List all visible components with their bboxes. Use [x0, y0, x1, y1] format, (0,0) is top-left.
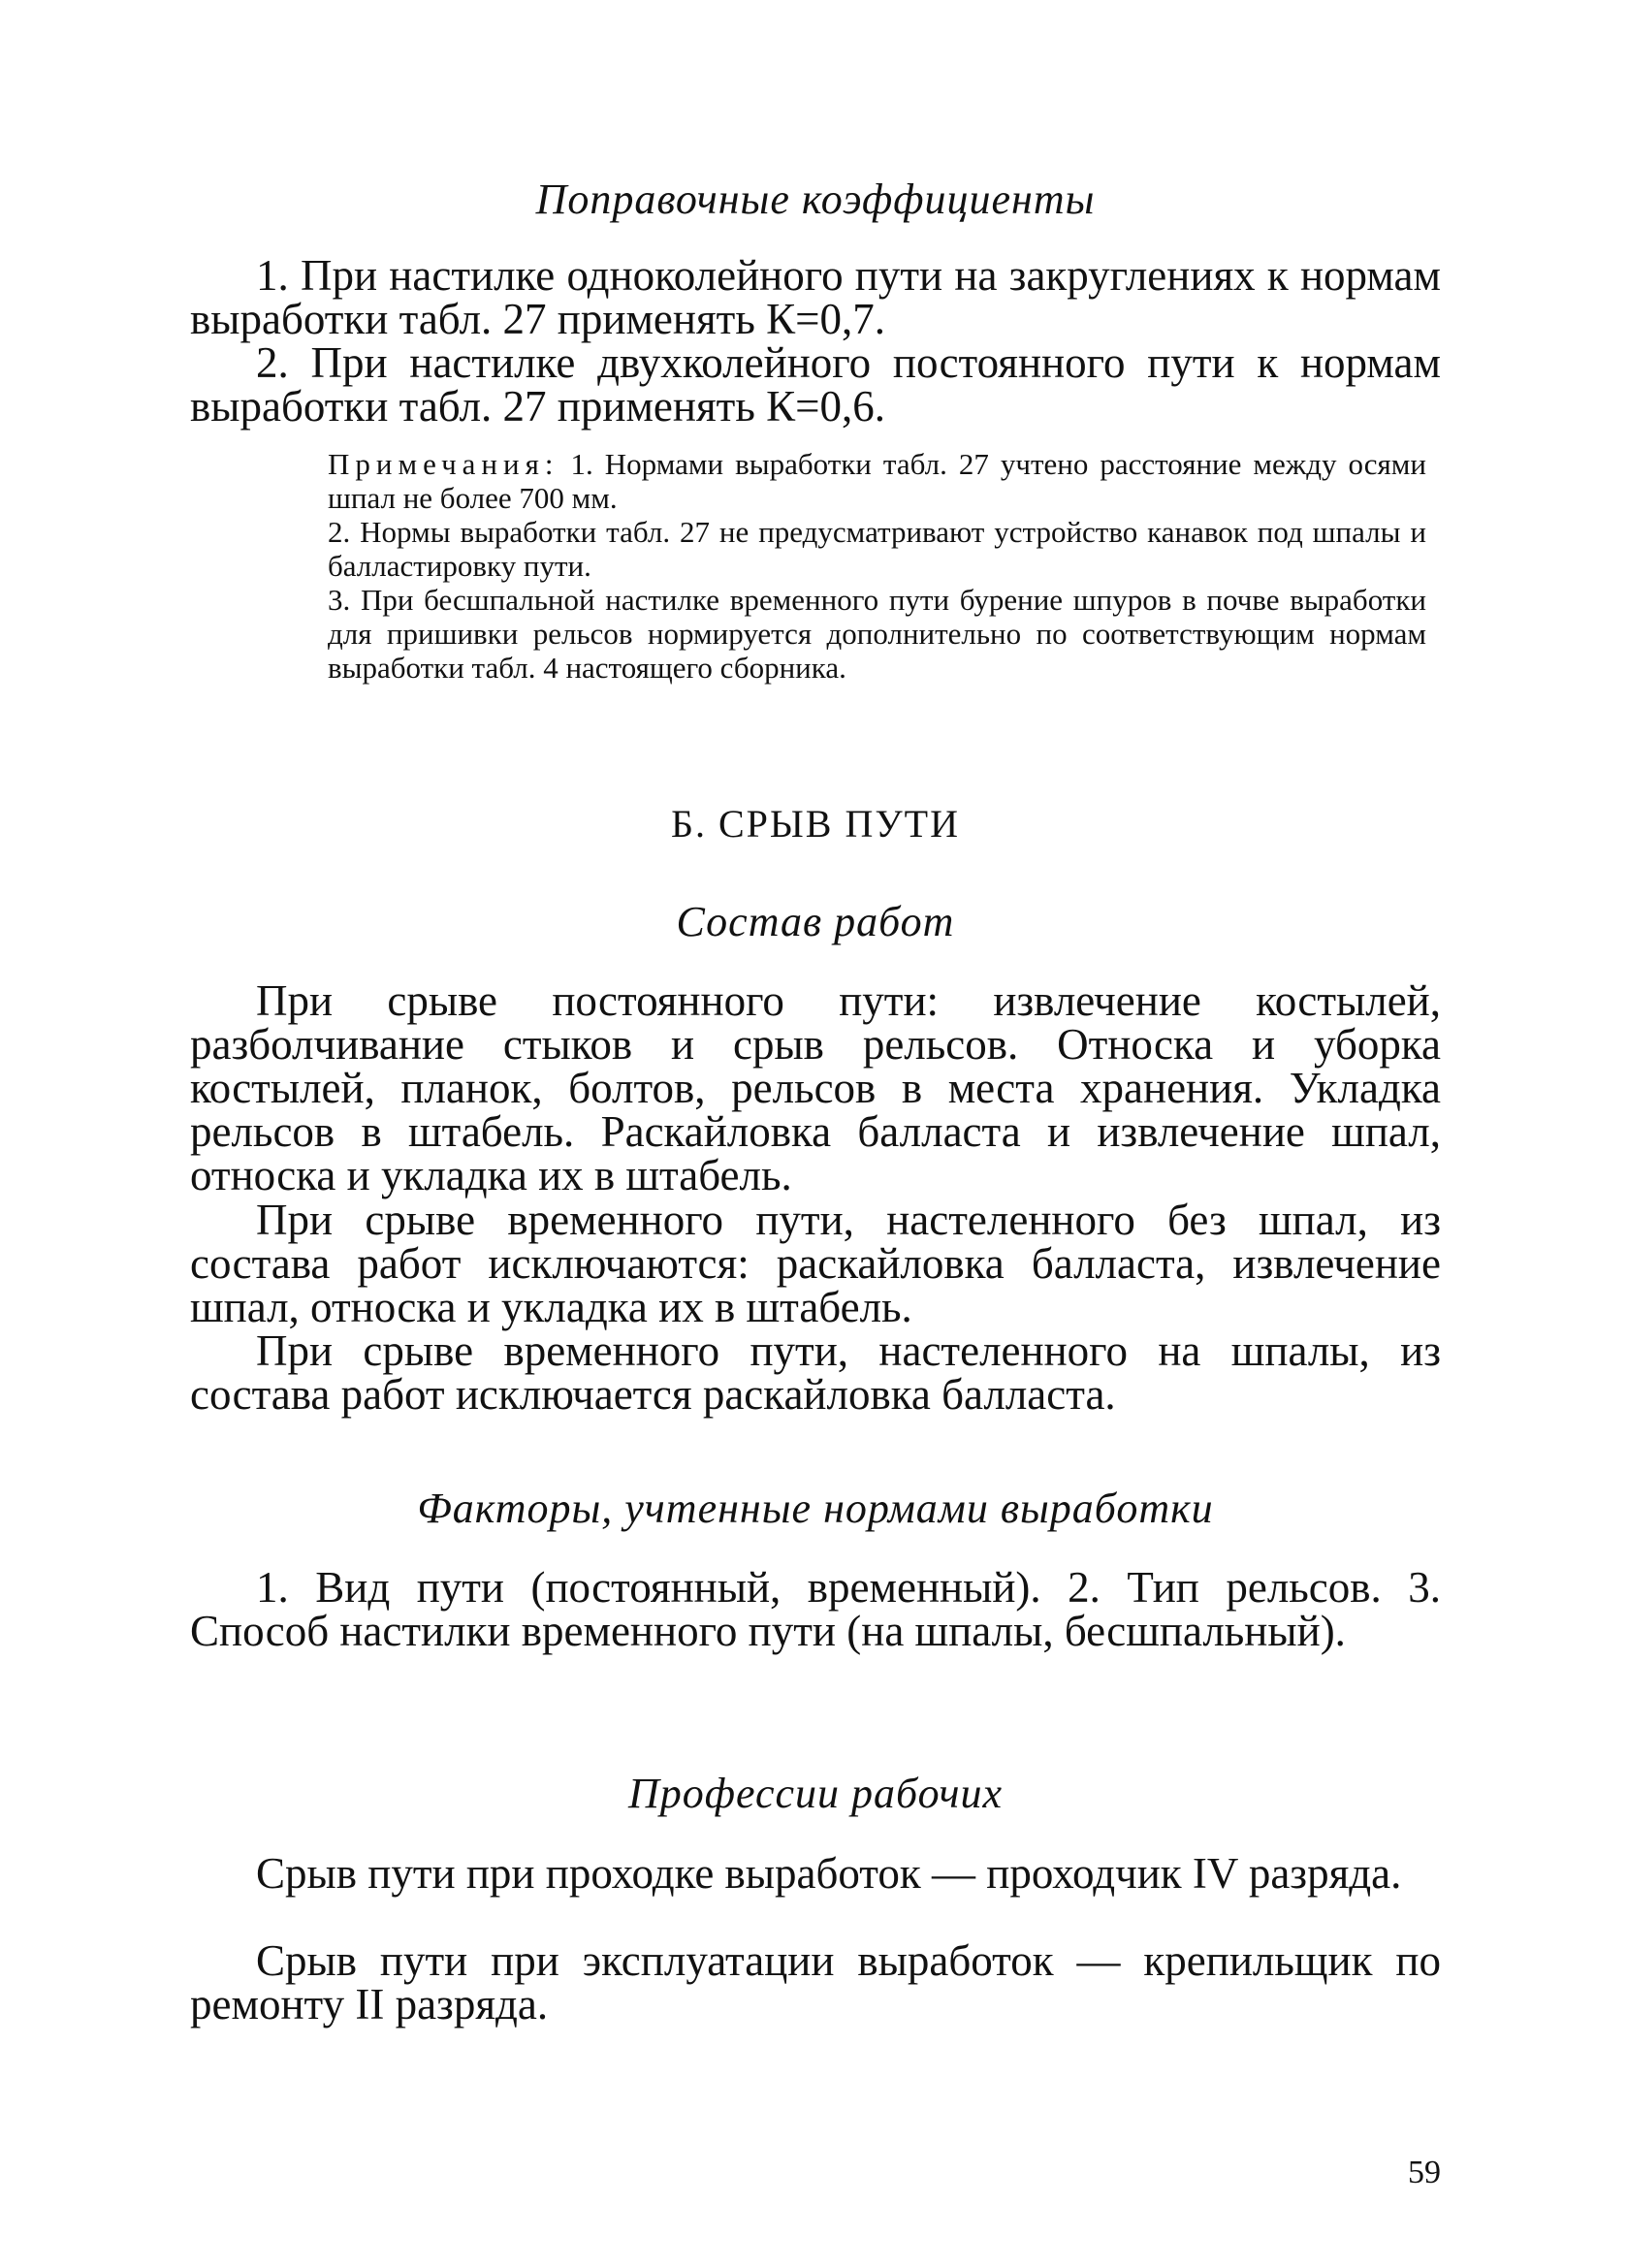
note-1-text: 1. Нормами выработки табл. 27 учтено расстояние между осями шпал не более 700 мм.: [328, 447, 1427, 515]
work-content-paragraph-3: При срыве временного пути, настеленного на шпалы, из состава работ исключается раскайловка балласта.: [190, 1326, 1441, 1419]
work-content-paragraph-1: При срыве постоянного пути: извлечение костылей, разболчивание стыков и срыв рельсов. Относка и уборка костылей, планок, болтов, рельсов в места хранения. Укладка рельсов в штабель. Раскайловка балласта и извлечение шпал, относка и укладка их в штабель.: [190, 976, 1441, 1199]
document-page: [190, 0, 1441, 2268]
professions-heading: Профессии рабочих: [628, 1770, 1003, 1817]
professions-paragraph-1: Срыв пути при проходке выработок — проходчик IV разряда.: [256, 1849, 1402, 1898]
professions-paragraph-2: Срыв пути при эксплуатации выработок — крепильщик по ремонту II разряда.: [190, 1936, 1441, 2028]
note-3: 3. При бесшпальной настилке временного пути бурение шпуров в почве выработки для пришивки рельсов нормируется дополнительно по соответствующим нормам выработки табл. 4 настоящего сборника.: [328, 583, 1426, 685]
page-number: 59: [1408, 2155, 1441, 2190]
notes-block: [328, 447, 1426, 685]
factors-text: 1. Вид пути (постоянный, временный). 2. Тип рельсов. 3. Способ настилки временного пути (на шпалы, бесшпальный).: [190, 1563, 1441, 1655]
factors-heading: Факторы, учтенные нормами выработки: [417, 1485, 1214, 1532]
correction-item-1: 1. При настилке одноколейного пути на закруглениях к нормам выработки табл. 27 применять К=0,7.: [190, 251, 1441, 343]
note-1: [328, 447, 1426, 515]
corrections-heading: Поправочные коэффициенты: [535, 176, 1096, 223]
work-content-heading: Состав работ: [676, 898, 955, 945]
correction-item-2: 2. При настилке двухколейного постоянного пути к нормам выработки табл. 27 применять К=0,6.: [190, 338, 1441, 431]
note-2: 2. Нормы выработки табл. 27 не предусматривают устройство канавок под шпалы и балластировку пути.: [328, 515, 1426, 583]
work-content-paragraph-2: При срыве временного пути, настеленного без шпал, из состава работ исключаются: раскайловка балласта, извлечение шпал, относка и укладка их в штабель.: [190, 1196, 1441, 1331]
part-b-heading: Б. СРЫВ ПУТИ: [671, 802, 960, 846]
notes-label: Примечания:: [328, 447, 559, 481]
